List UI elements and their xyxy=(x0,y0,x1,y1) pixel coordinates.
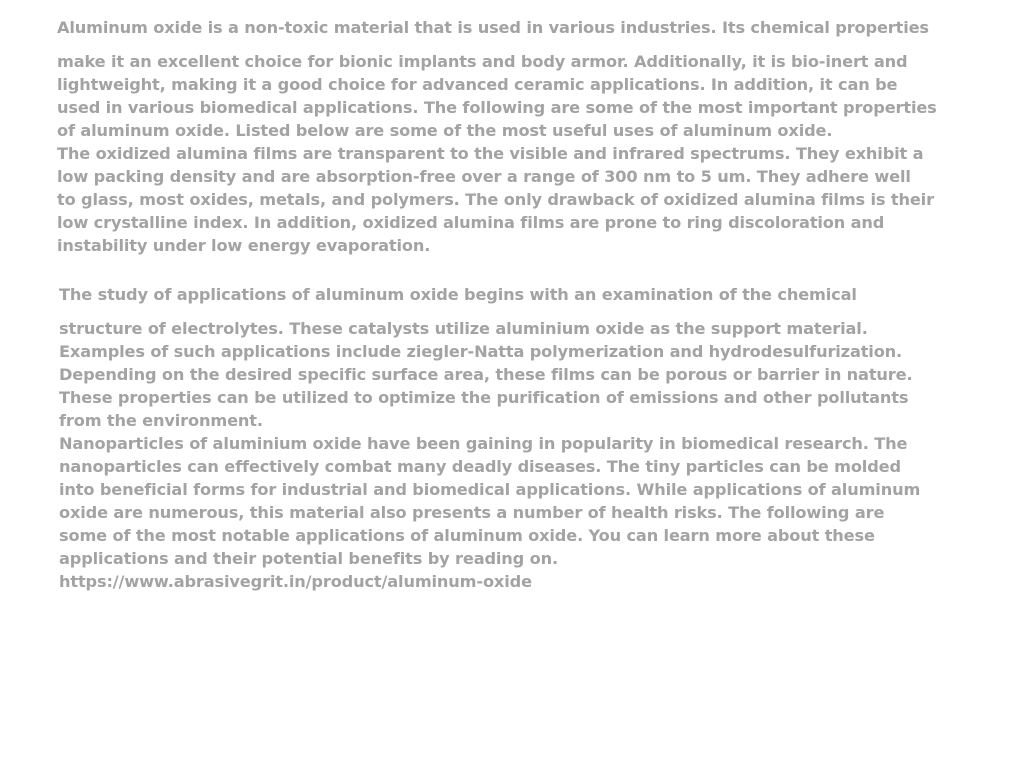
text-line: some of the most notable applications of aluminum oxide. You can learn more about these xyxy=(59,526,875,545)
text-line: nanoparticles can effectively combat many deadly diseases. The tiny particles can be molded xyxy=(59,457,901,476)
text-line: low packing density and are absorption-free over a range of 300 nm to 5 um. They adhere well xyxy=(57,167,911,186)
text-line: The study of applications of aluminum oxide begins with an examination of the chemical xyxy=(59,285,857,304)
text-line: from the environment. xyxy=(59,411,263,430)
paragraph-aluminum-oxide-properties xyxy=(57,16,937,257)
text-line: Nanoparticles of aluminium oxide have been gaining in popularity in biomedical research. The xyxy=(59,434,908,453)
text-line: to glass, most oxides, metals, and polymers. The only drawback of oxidized alumina films is their xyxy=(57,190,934,209)
text-line: oxide are numerous, this material also presents a number of health risks. The following are xyxy=(59,503,885,522)
text-line: structure of electrolytes. These catalysts utilize aluminium oxide as the support material. xyxy=(59,319,868,338)
text-line: into beneficial forms for industrial and biomedical applications. While applications of aluminum xyxy=(59,480,921,499)
text-line: Depending on the desired specific surface area, these films can be porous or barrier in nature. xyxy=(59,365,913,384)
text-line: applications and their potential benefits by reading on. xyxy=(59,549,558,568)
source-link[interactable]: https://www.abrasivegrit.in/product/aluminum-oxide xyxy=(59,572,532,591)
paragraph-aluminum-oxide-applications xyxy=(59,283,920,593)
text-line: instability under low energy evaporation. xyxy=(57,236,431,255)
text-line: These properties can be utilized to optimize the purification of emissions and other pollutants xyxy=(59,388,909,407)
text-line: make it an excellent choice for bionic implants and body armor. Additionally, it is bio-inert and xyxy=(57,52,908,71)
text-line: used in various biomedical applications. The following are some of the most important properties xyxy=(57,98,937,117)
text-line: The oxidized alumina films are transparent to the visible and infrared spectrums. They exhibit a xyxy=(57,144,924,163)
text-line: lightweight, making it a good choice for advanced ceramic applications. In addition, it can be xyxy=(57,75,898,94)
text-line: of aluminum oxide. Listed below are some of the most useful uses of aluminum oxide. xyxy=(57,121,833,140)
text-line: Examples of such applications include ziegler-Natta polymerization and hydrodesulfurization. xyxy=(59,342,903,361)
text-line: Aluminum oxide is a non-toxic material that is used in various industries. Its chemical properties xyxy=(57,18,929,37)
text-line: low crystalline index. In addition, oxidized alumina films are prone to ring discoloration and xyxy=(57,213,885,232)
